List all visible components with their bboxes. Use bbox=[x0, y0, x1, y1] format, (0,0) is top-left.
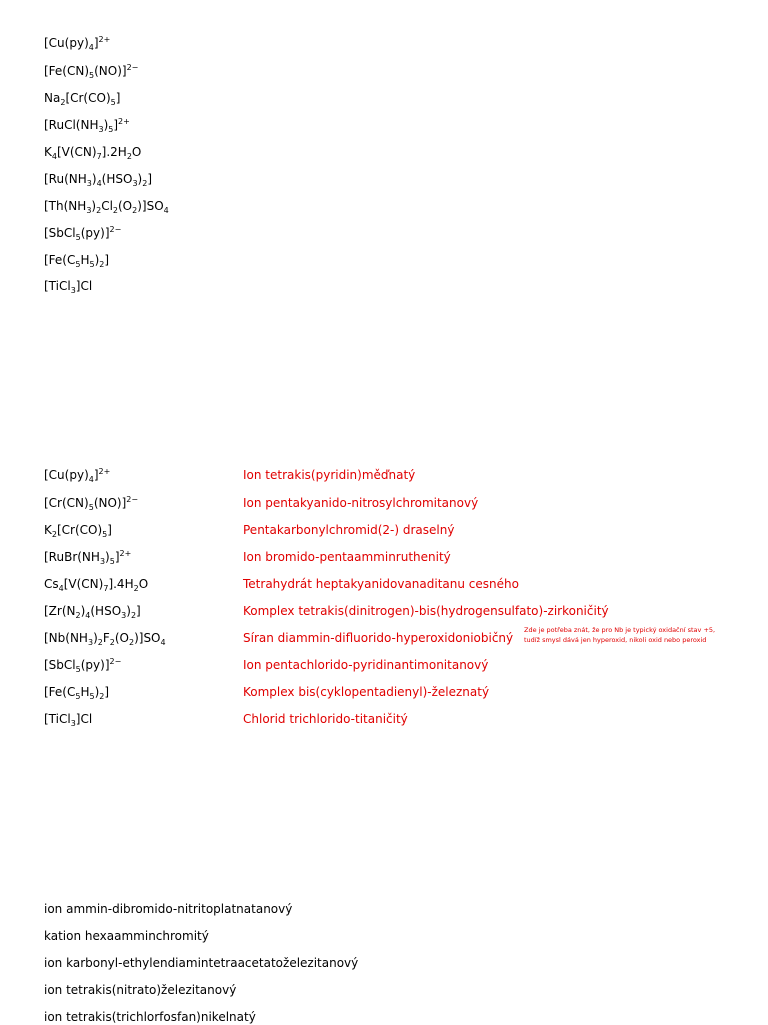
formula-text: (py)] bbox=[80, 226, 110, 240]
subscript: 5 bbox=[89, 71, 95, 80]
subscript: 4 bbox=[58, 584, 64, 593]
subscript: 2 bbox=[112, 206, 118, 215]
formula-text: ] bbox=[104, 253, 110, 267]
superscript: 2+ bbox=[119, 549, 132, 558]
formula-text: [SbCl bbox=[44, 226, 76, 240]
subscript: 2 bbox=[109, 638, 115, 647]
subscript: 3 bbox=[132, 179, 138, 188]
formula-text: [Ru(NH bbox=[44, 172, 87, 186]
subscript: 3 bbox=[99, 557, 106, 566]
formula-text: ) bbox=[93, 631, 98, 645]
formula-text: [V(CN) bbox=[56, 145, 97, 159]
formula bbox=[44, 684, 109, 700]
subscript: 3 bbox=[70, 286, 76, 295]
formula-text: [Cu(py) bbox=[44, 468, 89, 482]
formula-text: (O bbox=[114, 631, 129, 645]
formula-text: [Cu(py) bbox=[44, 36, 89, 50]
formula-text: ) bbox=[94, 685, 100, 699]
formula-text: ) bbox=[105, 550, 110, 564]
complex-name: ion tetrakis(trichlorfosfan)nikelnatý bbox=[44, 1010, 256, 1024]
formula-text: ] bbox=[93, 468, 99, 482]
subscript: 2 bbox=[75, 611, 81, 620]
formula-text: ] bbox=[104, 685, 110, 699]
subscript: 2 bbox=[96, 206, 102, 215]
formula-text: ] bbox=[107, 523, 112, 537]
formula-text: ) bbox=[91, 199, 97, 213]
formula-text: ]Cl bbox=[75, 279, 93, 293]
formula-text: (NO)] bbox=[94, 64, 127, 78]
formula-text: ].4H bbox=[108, 577, 134, 591]
formula-text: ) bbox=[94, 253, 100, 267]
formula-text: [Th(NH bbox=[44, 199, 87, 213]
formula-text: [TiCl bbox=[44, 712, 71, 726]
formula bbox=[44, 35, 110, 51]
superscript: 2− bbox=[126, 495, 139, 504]
subscript: 3 bbox=[121, 611, 127, 620]
superscript: 2+ bbox=[98, 467, 111, 476]
formula-text: [Cr(CO) bbox=[65, 91, 111, 105]
formula-text: [SbCl bbox=[44, 658, 76, 672]
formula-text: H bbox=[80, 253, 90, 267]
complex-name: kation hexaamminchromitý bbox=[44, 929, 209, 943]
formula-text: (NO)] bbox=[93, 496, 127, 510]
answer-name: Ion bromido-pentaamminruthenitý bbox=[243, 550, 451, 564]
subscript: 3 bbox=[86, 206, 92, 215]
superscript: 2− bbox=[109, 225, 122, 234]
subscript: 4 bbox=[88, 43, 94, 52]
superscript: 2+ bbox=[98, 35, 111, 44]
formula-text: Cl bbox=[101, 199, 113, 213]
formula-text: [Cr(CO) bbox=[56, 523, 103, 537]
formula-text: [TiCl bbox=[44, 279, 71, 293]
formula-text: [Zr(N bbox=[44, 604, 76, 618]
formula-text: ) bbox=[91, 172, 97, 186]
subscript: 2 bbox=[99, 692, 105, 701]
formula-text: [RuBr(NH bbox=[44, 550, 100, 564]
formula-text: ) bbox=[80, 604, 86, 618]
answer-name: Pentakarbonylchromid(2-) draselný bbox=[243, 523, 455, 537]
formula-text: Cs bbox=[44, 577, 59, 591]
answer-name: Komplex tetrakis(dinitrogen)-bis(hydrogensulfato)-zirkoničitý bbox=[243, 604, 609, 618]
formula-text: [Fe(CN) bbox=[44, 64, 90, 78]
complex-name: ion tetrakis(nitrato)železitanový bbox=[44, 983, 237, 997]
formula-text: ] bbox=[147, 172, 152, 186]
subscript: 4 bbox=[51, 152, 57, 161]
subscript: 4 bbox=[163, 206, 169, 215]
formula bbox=[44, 225, 121, 241]
formula-text: [Cr(CN) bbox=[44, 496, 89, 510]
superscript: 2+ bbox=[118, 117, 130, 126]
formula bbox=[44, 252, 109, 268]
formula bbox=[44, 657, 121, 673]
formula-text: ) bbox=[126, 604, 131, 618]
subscript: 5 bbox=[102, 530, 108, 539]
subscript: 5 bbox=[75, 665, 81, 674]
subscript: 2 bbox=[60, 98, 66, 107]
formula bbox=[44, 495, 138, 511]
subscript: 2 bbox=[99, 260, 105, 269]
formula-text: ]Cl bbox=[75, 712, 93, 726]
subscript: 4 bbox=[160, 638, 166, 647]
superscript: 2− bbox=[126, 63, 139, 72]
subscript: 5 bbox=[89, 692, 95, 701]
answer-name: Komplex bis(cyklopentadienyl)-železnatý bbox=[243, 685, 490, 699]
subscript: 5 bbox=[88, 503, 94, 512]
formula-text: F bbox=[102, 631, 110, 645]
formula-text: [RuCl(NH bbox=[44, 118, 99, 132]
formula-text: ) bbox=[103, 118, 109, 132]
formula-text: (py)] bbox=[80, 658, 110, 672]
formula-text: O bbox=[131, 145, 142, 159]
subscript: 3 bbox=[87, 638, 94, 647]
formula bbox=[44, 603, 141, 619]
subscript: 2 bbox=[97, 638, 103, 647]
formula bbox=[44, 144, 141, 160]
formula-text: ] bbox=[113, 118, 119, 132]
formula-text: ].2H bbox=[101, 145, 127, 159]
subscript: 4 bbox=[85, 611, 91, 620]
note-line-1: Zde je potřeba znát, že pro Nb je typický oxidační stav +5, bbox=[524, 626, 716, 634]
subscript: 5 bbox=[75, 233, 81, 242]
formula bbox=[44, 711, 92, 727]
subscript: 3 bbox=[86, 179, 92, 188]
formula bbox=[44, 90, 120, 106]
formula bbox=[44, 171, 152, 187]
subscript: 4 bbox=[96, 179, 102, 188]
subscript: 7 bbox=[103, 584, 109, 593]
formula bbox=[44, 63, 138, 79]
answer-name: Chlorid trichlorido-titaničitý bbox=[243, 712, 408, 726]
answer-name: Ion pentachlorido-pyridinantimonitanový bbox=[243, 658, 489, 672]
subscript: 3 bbox=[98, 125, 104, 134]
formula-text: K bbox=[44, 145, 52, 159]
subscript: 2 bbox=[130, 611, 137, 620]
formula bbox=[44, 549, 131, 565]
formula-text: O bbox=[138, 577, 149, 591]
formula-text: ] bbox=[136, 604, 141, 618]
complex-name: ion karbonyl-ethylendiamintetraacetatoželezitanový bbox=[44, 956, 359, 970]
formula bbox=[44, 522, 112, 538]
formula bbox=[44, 576, 148, 592]
formula-text: H bbox=[80, 685, 90, 699]
subscript: 2 bbox=[128, 638, 135, 647]
subscript: 3 bbox=[70, 719, 76, 728]
formula-text: )]SO bbox=[137, 199, 164, 213]
subscript: 5 bbox=[109, 557, 115, 566]
complex-name: ion ammin-dibromido-nitritoplatnatanový bbox=[44, 902, 293, 916]
subscript: 2 bbox=[142, 179, 148, 188]
formula-text: K bbox=[44, 523, 52, 537]
formula bbox=[44, 630, 166, 646]
subscript: 7 bbox=[96, 152, 102, 161]
formula-text: )]SO bbox=[134, 631, 161, 645]
formula bbox=[44, 117, 130, 133]
formula bbox=[44, 278, 92, 294]
subscript: 2 bbox=[51, 530, 57, 539]
formula-text: (O bbox=[118, 199, 133, 213]
formula-text: [V(CN) bbox=[63, 577, 104, 591]
formula-text: (HSO bbox=[90, 604, 122, 618]
note-line-2: tudíž smysl dává jen hyperoxid, nikoli oxid nebo peroxid bbox=[524, 636, 707, 644]
answer-name: Síran diammin-difluorido-hyperoxidoniobičný bbox=[243, 631, 514, 645]
subscript: 5 bbox=[110, 98, 116, 107]
formula-text: ] bbox=[115, 91, 121, 105]
answer-name: Ion tetrakis(pyridin)měďnatý bbox=[243, 468, 416, 482]
subscript: 4 bbox=[88, 475, 94, 484]
formula-text: ] bbox=[93, 36, 99, 50]
formula-text: Na bbox=[44, 91, 61, 105]
subscript: 2 bbox=[132, 206, 138, 215]
formula-text: [Fe(C bbox=[44, 685, 76, 699]
subscript: 5 bbox=[75, 692, 81, 701]
formula bbox=[44, 198, 169, 214]
formula bbox=[44, 467, 110, 483]
subscript: 2 bbox=[133, 584, 139, 593]
formula-text: [Fe(C bbox=[44, 253, 76, 267]
formula-text: ] bbox=[114, 550, 120, 564]
formula-text: [Nb(NH bbox=[44, 631, 88, 645]
formula-text: (HSO bbox=[101, 172, 133, 186]
answer-name: Tetrahydrát heptakyanidovanaditanu cesného bbox=[243, 577, 519, 591]
subscript: 5 bbox=[75, 260, 81, 269]
superscript: 2− bbox=[109, 657, 122, 666]
formula-text: ) bbox=[137, 172, 143, 186]
answer-name: Ion pentakyanido-nitrosylchromitanový bbox=[243, 496, 479, 510]
subscript: 5 bbox=[108, 125, 114, 134]
subscript: 2 bbox=[126, 152, 132, 161]
subscript: 5 bbox=[89, 260, 95, 269]
